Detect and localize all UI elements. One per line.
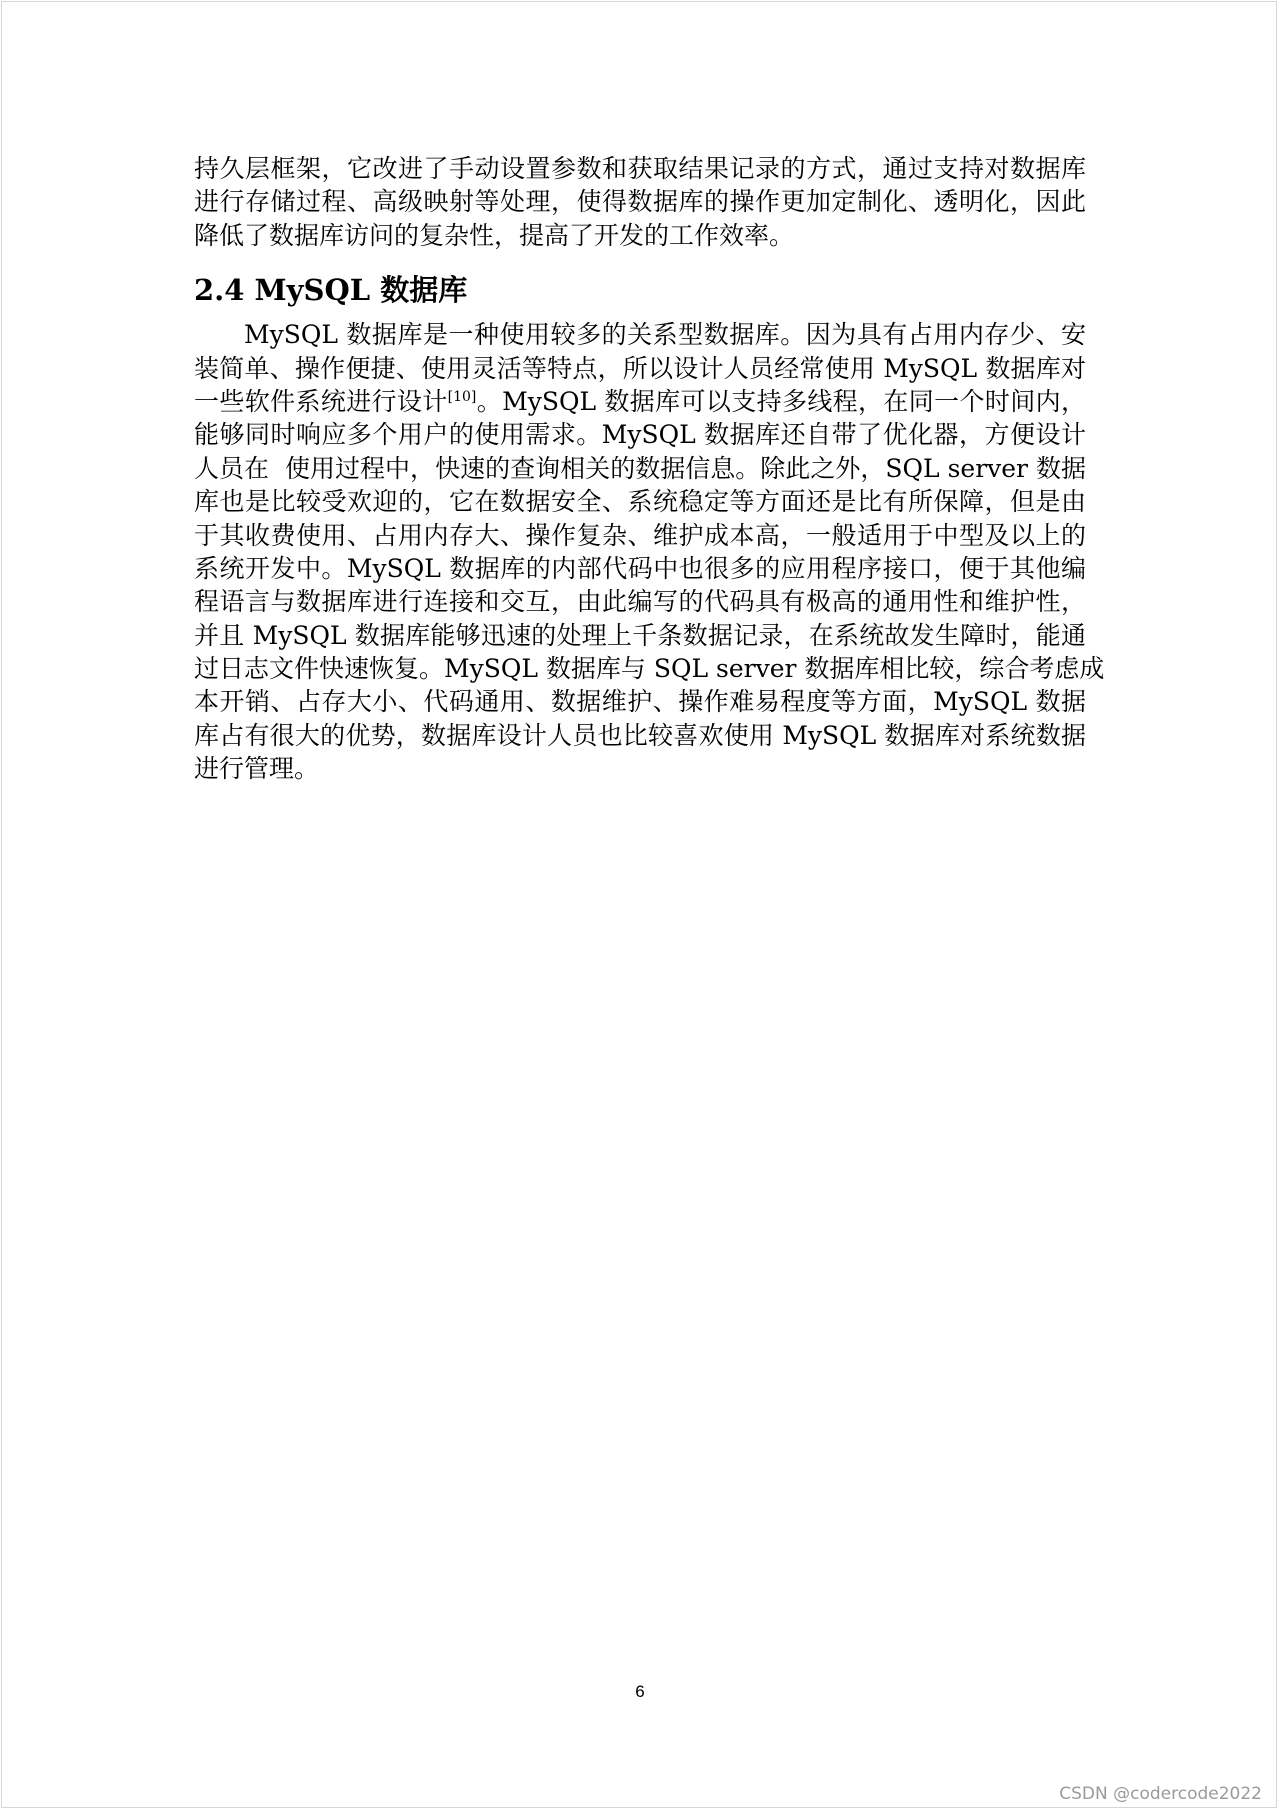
paragraph-line: 程语言与数据库进行连接和交互，由此编写的代码具有极高的通用性和维护性， (194, 587, 1086, 617)
paragraph-line: 进行存储过程、高级映射等处理，使得数据库的操作更加定制化、透明化，因此 (194, 187, 1086, 217)
paragraph-line: 库占有很大的优势，数据库设计人员也比较喜欢使用 MySQL 数据库对系统数据 (194, 720, 1086, 750)
paragraph-line: 于其收费使用、占用内存大、操作复杂、维护成本高，一般适用于中型及以上的 (194, 520, 1086, 550)
paragraph-line: 人员在 使用过程中，快速的查询相关的数据信息。除此之外，SQL server 数据 (194, 453, 1086, 483)
paragraph-line: 过日志文件快速恢复。MySQL 数据库与 SQL server 数据库相比较，综合考虑成 (194, 654, 1105, 684)
intro-paragraph (194, 152, 1086, 252)
paragraph-text: 。MySQL 数据库可以支持多线程，在同一个时间内， (476, 386, 1086, 416)
paragraph-text: 一些软件系统进行设计 (194, 386, 448, 416)
mysql-paragraph (194, 318, 1105, 785)
paragraph-line: 装简单、操作便捷、使用灵活等特点，所以设计人员经常使用 MySQL 数据库对 (194, 353, 1086, 383)
paragraph-line: 本开销、占存大小、代码通用、数据维护、操作难易程度等方面，MySQL 数据 (194, 687, 1086, 717)
citation-marker: [10] (447, 388, 477, 405)
paragraph-line: 持久层框架，它改进了手动设置参数和获取结果记录的方式，通过支持对数据库 (194, 154, 1086, 183)
page-number: 6 (635, 1682, 645, 1701)
paragraph-line: 并且 MySQL 数据库能够迅速的处理上千条数据记录，在系统故发生障时，能通 (194, 620, 1086, 650)
paragraph-line: 库也是比较受欢迎的，它在数据安全、系统稳定等方面还是比有所保障，但是由 (194, 487, 1086, 517)
paragraph-line: 能够同时响应多个用户的使用需求。MySQL 数据库还自带了优化器，方便设计 (194, 420, 1086, 450)
document-body (194, 152, 1105, 786)
paragraph-line: 进行管理。 (194, 754, 320, 784)
paragraph-line: 系统开发中。MySQL 数据库的内部代码中也很多的应用程序接口，便于其他编 (194, 553, 1086, 583)
watermark: CSDN @codercode2022 (1059, 1784, 1262, 1804)
paragraph-line-with-citation (194, 385, 1086, 418)
paragraph-line: 降低了数据库访问的复杂性，提高了开发的工作效率。 (194, 220, 795, 250)
section-heading: 2.4 MySQL 数据库 (194, 273, 468, 308)
paragraph-line: MySQL 数据库是一种使用较多的关系型数据库。因为具有占用内存少、安 (244, 320, 1086, 350)
